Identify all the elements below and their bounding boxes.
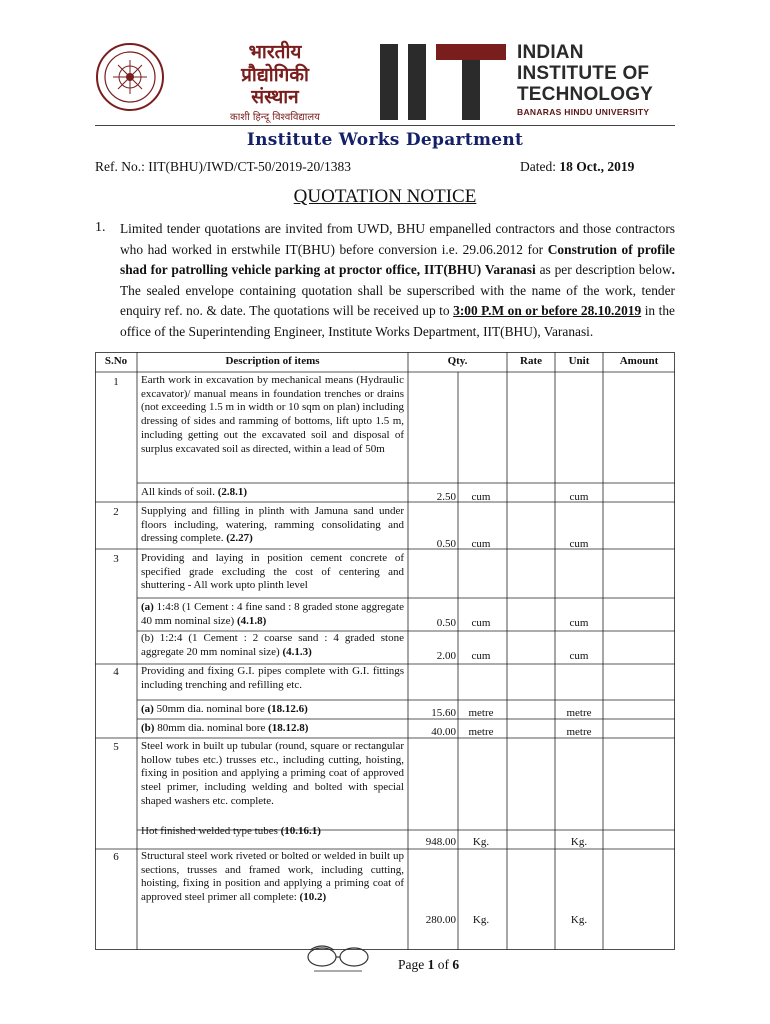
page-number: Page 1 of 6 bbox=[398, 957, 460, 972]
row-sno: 5 bbox=[113, 741, 119, 753]
iit-logo-mark bbox=[380, 42, 510, 122]
hindi-line-4: काशी हिन्दू विश्वविद्यालय bbox=[230, 112, 320, 123]
english-line-1: INDIAN bbox=[517, 42, 584, 63]
row-qty: 15.60 bbox=[431, 707, 456, 719]
row-unit: cum bbox=[471, 617, 491, 629]
col-header-sno: S.No bbox=[104, 355, 128, 367]
row-unit: Kg. bbox=[570, 836, 588, 848]
row-description: All kinds of soil. (2.8.1) bbox=[141, 486, 248, 498]
english-institute-name bbox=[517, 42, 653, 117]
row-description: (b) 80mm dia. nominal bore (18.12.8) bbox=[141, 722, 309, 734]
row-unit: cum bbox=[569, 617, 589, 629]
row-description: Earth work in excavation by mechanical means (Hydraulic excavator)/ manual means in foundation trenches or drains (not exceeding 1.5 m in width or 10 sqm on plan) including dressing of sides and ramming of bottoms, lift upto 1.5 m, including getting out the excavated soil and disposal of surplus excavated soil as directed, within a lead of 50m bbox=[141, 374, 404, 455]
university-name: BANARAS HINDU UNIVERSITY bbox=[517, 107, 650, 117]
row-unit: cum bbox=[471, 650, 491, 662]
row-qty: 2.00 bbox=[436, 650, 456, 662]
col-header-qty: Qty. bbox=[447, 355, 468, 367]
col-header-amount: Amount bbox=[619, 355, 659, 367]
swachh-bharat-logo bbox=[300, 944, 390, 976]
dated-label: Dated: bbox=[520, 159, 556, 174]
hindi-institute-name bbox=[170, 38, 370, 124]
row-qty: 40.00 bbox=[431, 726, 456, 738]
row-description: Supplying and filling in plinth with Jamuna sand under floors including, watering, ramming consolidating and dressing complete. (2.27) bbox=[141, 505, 404, 545]
row-unit: metre bbox=[468, 726, 494, 738]
reference-number: Ref. No.: IIT(BHU)/IWD/CT-50/2019-20/1383 bbox=[95, 159, 351, 174]
row-unit: metre bbox=[566, 707, 592, 719]
hindi-line-2: प्रौद्योगिकी bbox=[241, 64, 309, 86]
date-line bbox=[520, 159, 634, 175]
row-qty: 280.00 bbox=[425, 914, 456, 926]
notice-paragraph: Limited tender quotations are invited from UWD, BHU empanelled contractors and those contractors who had worked in erstwhile IT(BHU) before conversion i.e. 29.06.2012 for Constrution of profile shad for patrolling vehicle parking at proctor office, IIT(BHU) Varanasi as per description below. The sealed envelope containing quotation shall be superscribed with the name of the work, tender enquiry ref. no. & date. The quotations will be received up to 3:00 P.M on or before 28.10.2019 in the office of the Superintending Engineer, Institute Works Department, IIT(BHU), Varanasi. bbox=[120, 221, 676, 339]
col-header-rate: Rate bbox=[520, 355, 542, 367]
paragraph-number: 1. bbox=[95, 220, 106, 235]
col-header-description: Description of items bbox=[225, 355, 320, 367]
header-divider bbox=[95, 125, 675, 126]
row-qty: 0.50 bbox=[436, 617, 456, 629]
row-qty: 0.50 bbox=[436, 538, 456, 550]
row-description: Structural steel work riveted or bolted or welded in built up sections, trusses and framed work, including cutting, hoisting, fixing in position and applying a priming coat of approved steel primer all complete: (10.2) bbox=[141, 850, 404, 904]
row-description: Hot finished welded type tubes (10.16.1) bbox=[141, 825, 321, 837]
row-sno: 3 bbox=[113, 553, 119, 565]
row-sno: 4 bbox=[113, 666, 119, 678]
english-line-2: INSTITUTE OF bbox=[517, 63, 650, 84]
hindi-line-3: संस्थान bbox=[251, 86, 299, 108]
row-sno: 1 bbox=[113, 376, 119, 388]
row-unit: Kg. bbox=[472, 914, 490, 926]
row-qty: 2.50 bbox=[436, 491, 456, 503]
row-unit: cum bbox=[569, 650, 589, 662]
dated-value: 18 Oct., 2019 bbox=[559, 159, 635, 174]
row-sno: 2 bbox=[113, 506, 119, 518]
hindi-line-1: भारतीय bbox=[248, 41, 302, 63]
row-unit: metre bbox=[468, 707, 494, 719]
row-description: Steel work in built up tubular (round, square or rectangular hollow tubes etc.) trusses etc., including cutting, hoisting, fixing in position and applying a priming coat of approved steel primer, including welding and bolted with special shaped washers etc. complete. bbox=[141, 740, 404, 807]
row-sno: 6 bbox=[113, 851, 119, 863]
row-unit: Kg. bbox=[472, 836, 490, 848]
row-description: (a) 50mm dia. nominal bore (18.12.6) bbox=[141, 703, 308, 715]
row-description: Providing and fixing G.I. pipes complete with G.I. fittings including trenching and refilling etc. bbox=[141, 665, 404, 691]
iit-mark-text: IIT bbox=[380, 42, 382, 43]
col-header-unit: Unit bbox=[568, 355, 590, 367]
row-description: (a) 1:4:8 (1 Cement : 4 fine sand : 8 graded stone aggregate 40 mm nominal size) (4.1.8) bbox=[141, 601, 404, 627]
row-unit: cum bbox=[569, 491, 589, 503]
row-unit: Kg. bbox=[570, 914, 588, 926]
notice-title: QUOTATION NOTICE bbox=[293, 186, 477, 207]
row-description: (b) 1:2:4 (1 Cement : 2 coarse sand : 4 graded stone aggregate 20 mm nominal size) (4.1.3) bbox=[141, 632, 404, 658]
institute-seal-logo bbox=[95, 42, 165, 112]
english-line-3: TECHNOLOGY bbox=[517, 84, 654, 105]
row-description: Providing and laying in position cement concrete of specified grade excluding the cost of centering and shuttering - All work upto plinth level bbox=[141, 552, 404, 592]
row-unit: cum bbox=[471, 538, 491, 550]
row-qty: 948.00 bbox=[425, 836, 456, 848]
row-unit: cum bbox=[569, 538, 589, 550]
row-unit: metre bbox=[566, 726, 592, 738]
row-unit: cum bbox=[471, 491, 491, 503]
department-heading: Institute Works Department bbox=[246, 130, 524, 150]
